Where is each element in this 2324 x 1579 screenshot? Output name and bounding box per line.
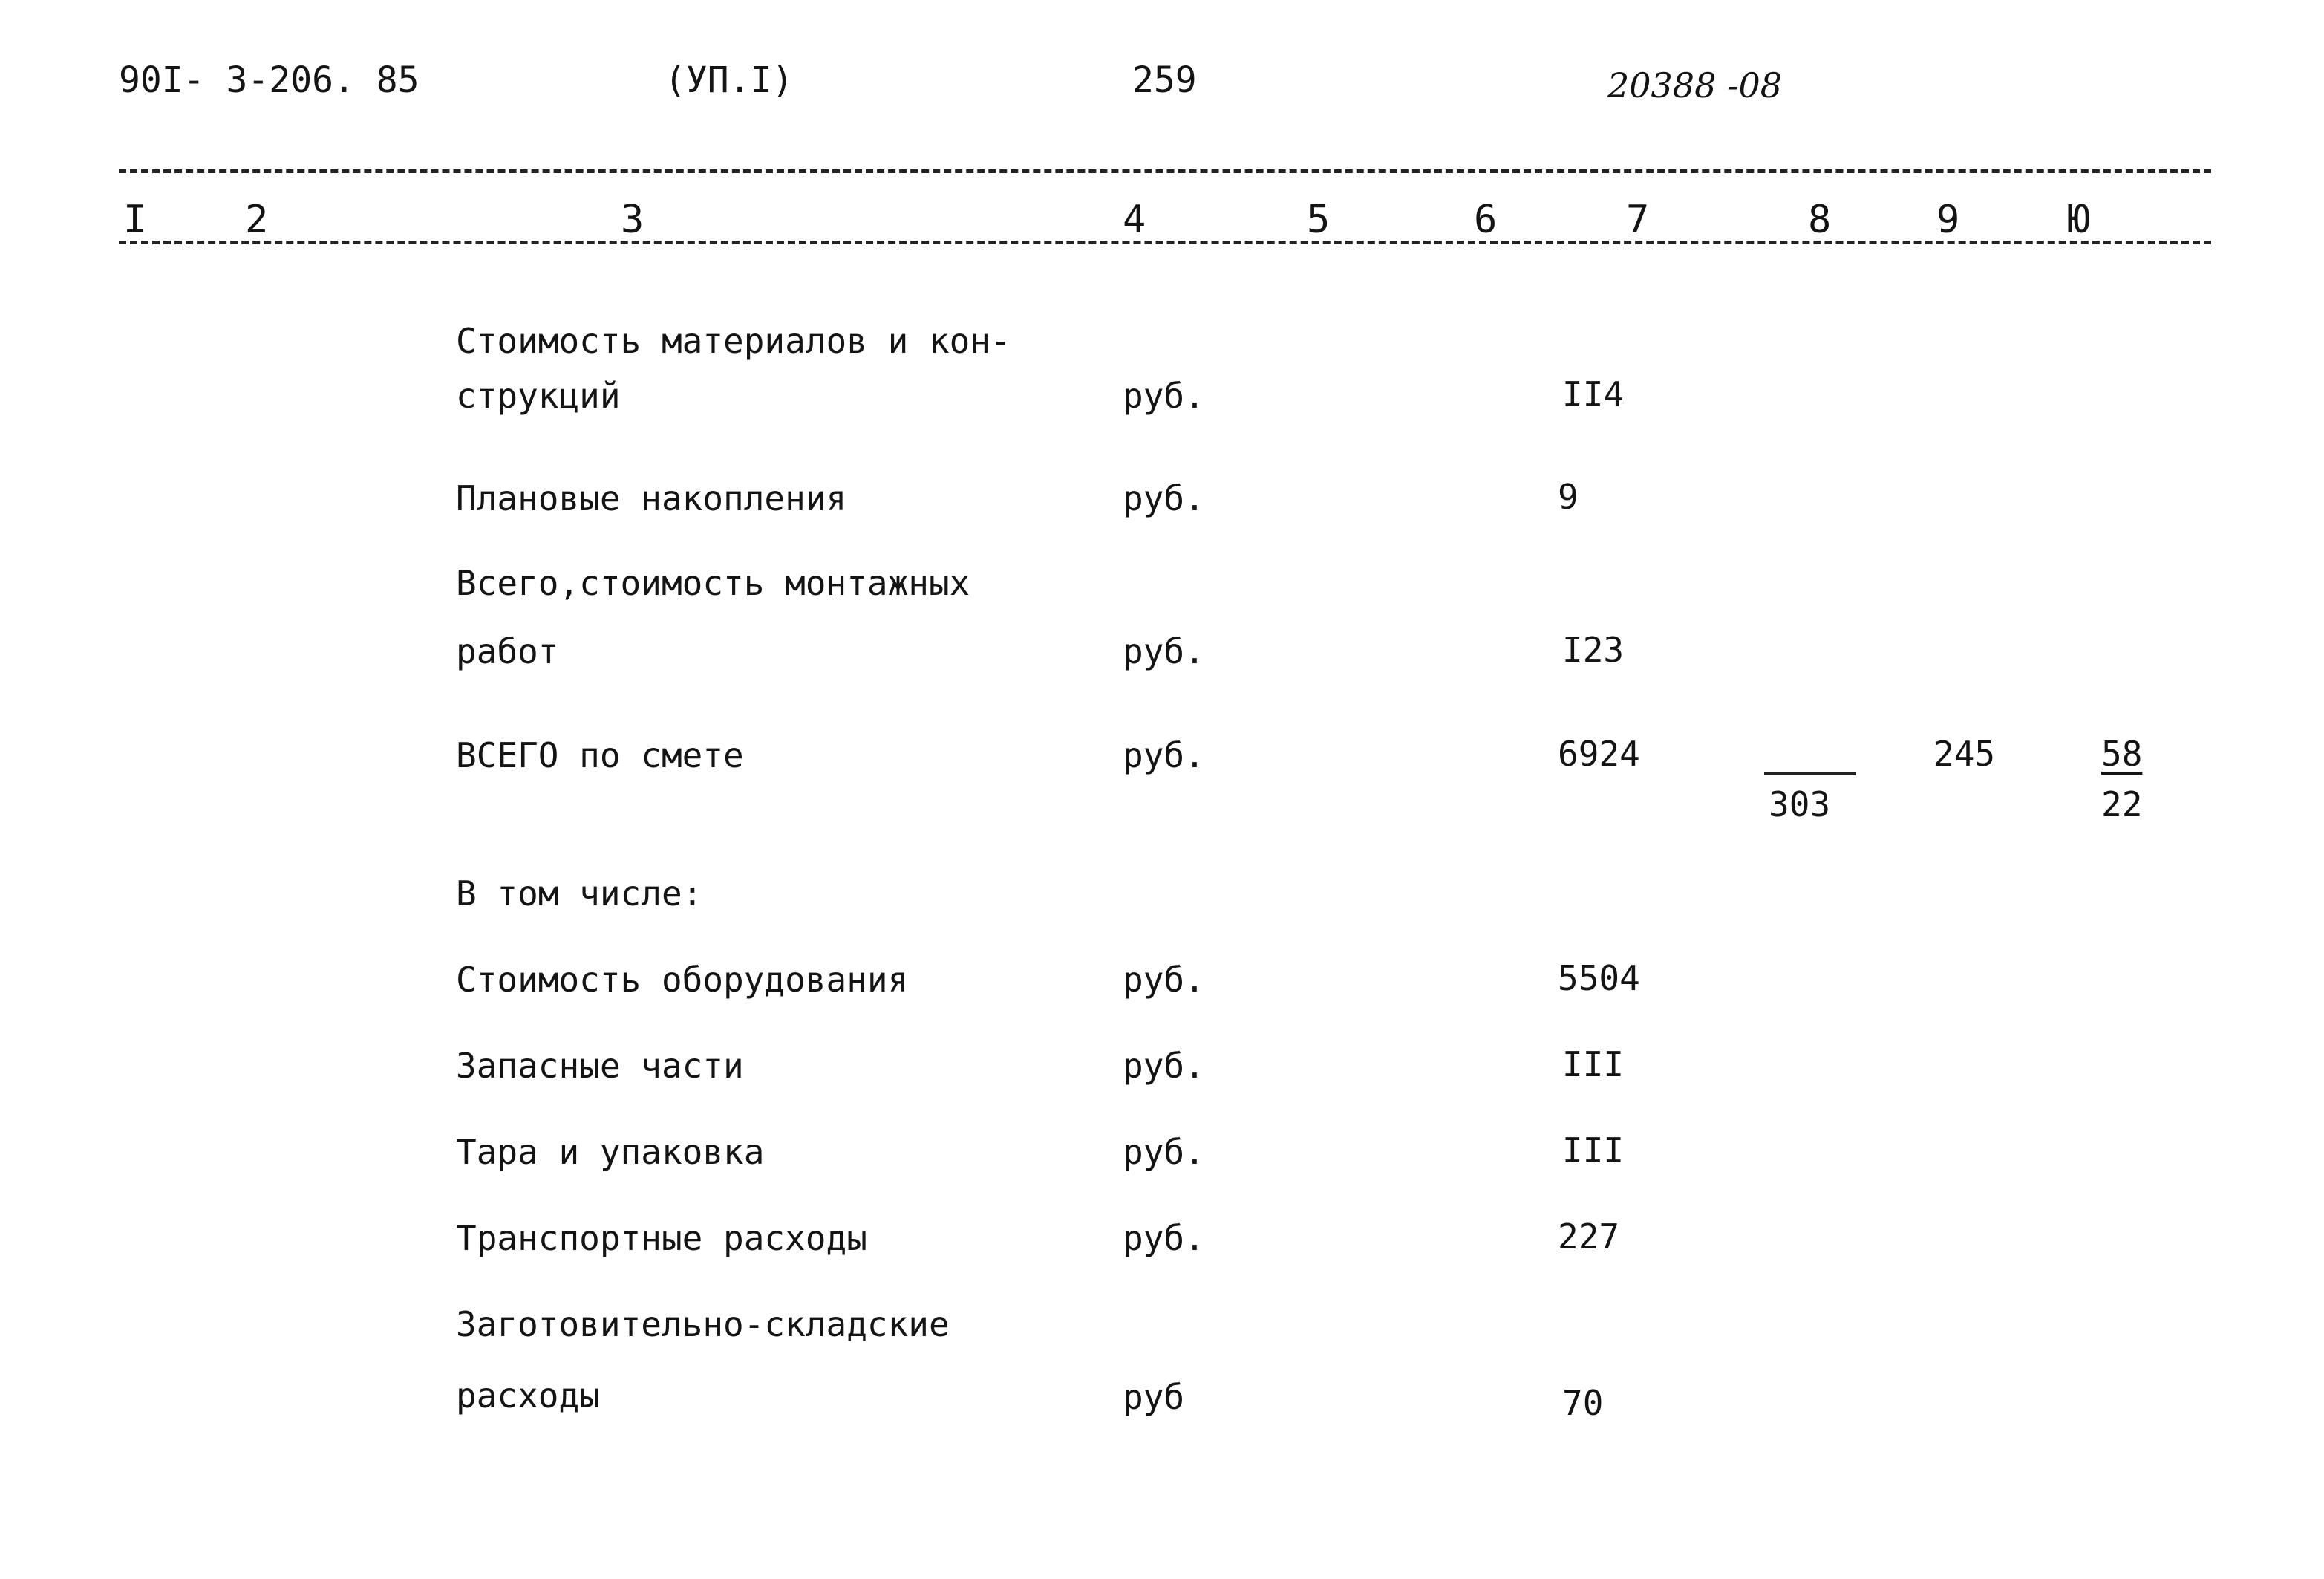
row-value-col7: I23 (1562, 630, 1625, 670)
row-value-col8: 303 (1769, 784, 1831, 824)
column-number-10: Ю (2067, 198, 2091, 242)
row-unit: руб. (1123, 1046, 1205, 1086)
row-value-col9: 245 (1933, 734, 1996, 774)
row-value-col7: 9 (1558, 477, 1579, 517)
column-number-2: 2 (245, 198, 269, 242)
row-name-line: В том числе: (456, 873, 703, 914)
page-number: 259 (1132, 59, 1197, 101)
row-name-line: Стоимость оборудования (456, 960, 909, 1000)
column-number-4: 4 (1123, 198, 1146, 242)
row-value-col10-numerator: 58 (2101, 734, 2143, 774)
row-name-line: Всего,стоимость монтажных (456, 563, 970, 603)
header-rule-top (119, 169, 2211, 173)
row-value-col7: II4 (1562, 374, 1625, 414)
fraction-bar-col8 (1764, 772, 1856, 775)
row-name-line: Плановые накопления (456, 478, 847, 518)
column-number-6: 6 (1474, 198, 1498, 242)
column-number-8: 8 (1808, 198, 1832, 242)
column-number-1: I (123, 198, 147, 242)
row-name-line: Стоимость материалов и кон- (456, 321, 1011, 361)
header-rule-bottom (119, 241, 2211, 244)
row-unit: руб. (1123, 735, 1205, 775)
row-value-col7: III (1562, 1044, 1625, 1084)
column-number-9: 9 (1936, 198, 1960, 242)
section-label: (УП.I) (665, 59, 794, 101)
row-name-line: Запасные части (456, 1046, 744, 1086)
row-unit: руб (1123, 1377, 1185, 1417)
row-value-col10-denominator: 22 (2101, 784, 2143, 824)
column-number-7: 7 (1626, 198, 1650, 242)
document-code: 90I- 3-206. 85 (119, 59, 420, 101)
row-unit: руб. (1123, 631, 1205, 671)
row-name-line: Тара и упаковка (456, 1132, 765, 1172)
row-name-line: Транспортные расходы (456, 1218, 867, 1258)
row-name-line: Заготовительно-складские (456, 1304, 950, 1344)
column-number-3: 3 (621, 198, 644, 242)
row-value-col7: 6924 (1558, 734, 1640, 774)
row-value-col7: 5504 (1558, 958, 1640, 998)
row-unit: руб. (1123, 1218, 1205, 1258)
row-unit: руб. (1123, 478, 1205, 518)
row-name-line: работ (456, 631, 559, 671)
column-number-5: 5 (1307, 198, 1331, 242)
row-value-col7: 227 (1558, 1217, 1620, 1257)
row-value-col7: III (1562, 1130, 1625, 1171)
row-unit: руб. (1123, 1132, 1205, 1172)
row-unit: руб. (1123, 960, 1205, 1000)
row-name-line: расходы (456, 1375, 600, 1416)
row-name-line: ВСЕГО по смете (456, 735, 744, 775)
row-name-line: струкций (456, 376, 621, 416)
handwritten-reference: 20388 -08 (1607, 65, 1783, 105)
row-value-col7: 70 (1562, 1383, 1604, 1423)
row-unit: руб. (1123, 376, 1205, 416)
